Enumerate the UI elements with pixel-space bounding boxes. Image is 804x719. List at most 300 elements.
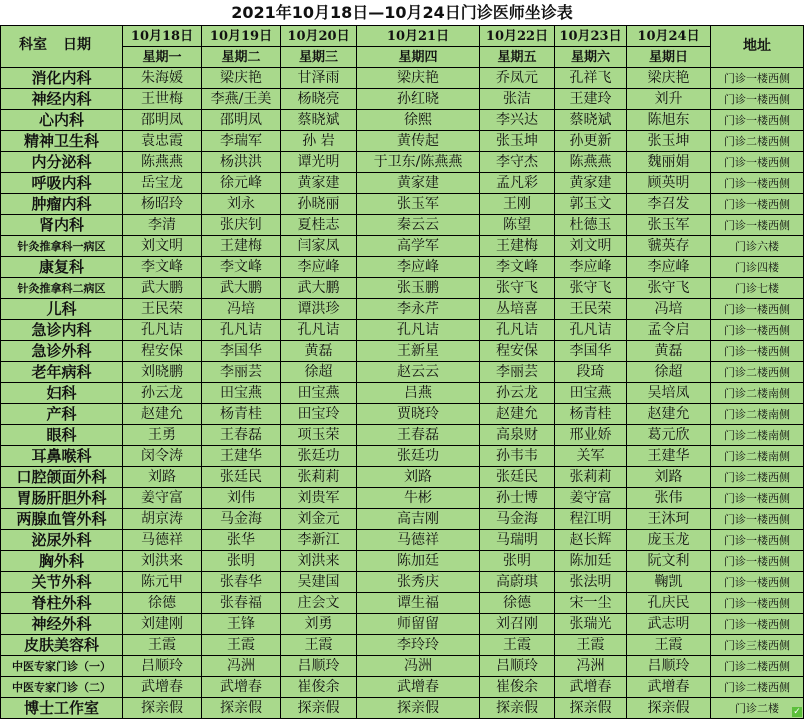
doctor-cell: 王霞 (123, 635, 202, 656)
doctor-cell: 王沐珂 (627, 509, 711, 530)
doctor-cell: 徐超 (627, 362, 711, 383)
doctor-cell: 孔凡诘 (555, 320, 627, 341)
doctor-cell: 李文峰 (202, 257, 281, 278)
doctor-cell: 探亲假 (357, 698, 480, 719)
department-name: 口腔颌面外科 (1, 467, 123, 488)
doctor-cell: 王霞 (202, 635, 281, 656)
table-row (1, 236, 804, 257)
doctor-cell: 武增春 (357, 677, 480, 698)
header-date: 10月18日 (123, 26, 202, 47)
doctor-cell: 袁忠霞 (123, 131, 202, 152)
doctor-cell: 刘建刚 (123, 614, 202, 635)
doctor-cell: 陈燕燕 (123, 152, 202, 173)
doctor-cell: 刘洪来 (281, 551, 357, 572)
doctor-cell: 武增春 (202, 677, 281, 698)
address-cell: 门诊三楼西侧 (711, 635, 804, 656)
header-date-label: 日期 (63, 37, 91, 53)
doctor-cell: 刘召刚 (480, 614, 555, 635)
doctor-cell: 刘升 (627, 89, 711, 110)
department-name: 产科 (1, 404, 123, 425)
doctor-cell: 马金海 (202, 509, 281, 530)
doctor-cell: 张法明 (555, 572, 627, 593)
doctor-cell: 李守杰 (480, 152, 555, 173)
table-row (1, 173, 804, 194)
doctor-cell: 赵建允 (123, 404, 202, 425)
doctor-cell: 王民荣 (555, 299, 627, 320)
doctor-cell: 葛元欣 (627, 425, 711, 446)
doctor-cell: 姜守富 (555, 488, 627, 509)
doctor-cell: 王建华 (202, 446, 281, 467)
doctor-cell: 吕顺玲 (281, 656, 357, 677)
address-cell: 门诊一楼西侧 (711, 299, 804, 320)
table-row (1, 404, 804, 425)
table-row (1, 530, 804, 551)
doctor-cell: 张守飞 (627, 278, 711, 299)
doctor-cell: 黄磊 (627, 341, 711, 362)
header-date: 10月24日 (627, 26, 711, 47)
header-date: 10月22日 (480, 26, 555, 47)
table-row (1, 656, 804, 677)
header-weekday: 星期四 (357, 47, 480, 68)
doctor-cell: 孙云龙 (480, 383, 555, 404)
table-row (1, 89, 804, 110)
doctor-cell: 牛彬 (357, 488, 480, 509)
doctor-cell: 吴培凤 (627, 383, 711, 404)
header-date: 10月19日 (202, 26, 281, 47)
doctor-cell: 李文峰 (123, 257, 202, 278)
address-cell: 门诊四楼 (711, 257, 804, 278)
doctor-cell: 崔俊余 (281, 677, 357, 698)
address-cell: 门诊一楼西侧 (711, 614, 804, 635)
doctor-cell: 魏丽娟 (627, 152, 711, 173)
doctor-cell: 姜守富 (123, 488, 202, 509)
doctor-cell: 程江明 (555, 509, 627, 530)
doctor-cell: 徐德 (480, 593, 555, 614)
doctor-cell: 黄磊 (281, 341, 357, 362)
doctor-cell: 孔庆民 (627, 593, 711, 614)
doctor-cell: 李燕/王美 (202, 89, 281, 110)
address-cell: 门诊一楼西侧 (711, 509, 804, 530)
doctor-cell: 刘勇 (281, 614, 357, 635)
doctor-cell: 王霞 (281, 635, 357, 656)
doctor-cell: 王世梅 (123, 89, 202, 110)
doctor-cell: 于卫东/陈燕燕 (357, 152, 480, 173)
address-cell: 门诊一楼西侧 (711, 320, 804, 341)
doctor-cell: 杨洪洪 (202, 152, 281, 173)
department-name: 老年病科 (1, 362, 123, 383)
doctor-cell: 张廷功 (357, 446, 480, 467)
doctor-cell: 蔡晓斌 (281, 110, 357, 131)
table-row (1, 278, 804, 299)
doctor-cell: 段琦 (555, 362, 627, 383)
doctor-cell: 孔祥飞 (555, 68, 627, 89)
table-row (1, 446, 804, 467)
address-cell: 门诊二楼西侧 (711, 677, 804, 698)
doctor-cell: 孔凡诘 (480, 320, 555, 341)
table-row (1, 572, 804, 593)
doctor-cell: 张莉莉 (281, 467, 357, 488)
doctor-cell: 庞玉龙 (627, 530, 711, 551)
doctor-cell: 程安保 (123, 341, 202, 362)
doctor-cell: 蔡晓斌 (555, 110, 627, 131)
doctor-cell: 武增春 (627, 677, 711, 698)
doctor-cell: 闫家凤 (281, 236, 357, 257)
doctor-cell: 冯培 (627, 299, 711, 320)
doctor-cell: 宋一尘 (555, 593, 627, 614)
doctor-cell: 王建华 (627, 446, 711, 467)
header-weekday: 星期日 (627, 47, 711, 68)
doctor-cell: 王新星 (357, 341, 480, 362)
doctor-cell: 田宝燕 (202, 383, 281, 404)
doctor-cell: 王锋 (202, 614, 281, 635)
doctor-cell: 黄家建 (357, 173, 480, 194)
address-cell: 门诊一楼西侧 (711, 215, 804, 236)
address-cell: 门诊一楼西侧 (711, 341, 804, 362)
doctor-cell: 张春福 (202, 593, 281, 614)
doctor-cell: 张廷民 (480, 467, 555, 488)
table-row (1, 488, 804, 509)
address-cell: 门诊二楼西侧 (711, 131, 804, 152)
doctor-cell: 马德祥 (123, 530, 202, 551)
department-name: 神经外科 (1, 614, 123, 635)
doctor-cell: 吕燕 (357, 383, 480, 404)
doctor-cell: 冯洲 (202, 656, 281, 677)
department-name: 妇科 (1, 383, 123, 404)
doctor-cell: 孙士博 (480, 488, 555, 509)
doctor-cell: 张守飞 (480, 278, 555, 299)
department-name: 内分泌科 (1, 152, 123, 173)
department-name: 中医专家门诊（一） (1, 656, 123, 677)
doctor-cell: 王刚 (480, 194, 555, 215)
doctor-cell: 武增春 (123, 677, 202, 698)
table-row (1, 551, 804, 572)
doctor-cell: 王建梅 (202, 236, 281, 257)
department-name: 急诊外科 (1, 341, 123, 362)
doctor-cell: 李兴达 (480, 110, 555, 131)
table-row (1, 383, 804, 404)
doctor-cell: 武志明 (627, 614, 711, 635)
doctor-cell: 田宝燕 (555, 383, 627, 404)
department-name: 眼科 (1, 425, 123, 446)
doctor-cell: 张瑞光 (555, 614, 627, 635)
address-cell: 门诊一楼西侧 (711, 173, 804, 194)
doctor-cell: 徐元峰 (202, 173, 281, 194)
address-cell: 门诊一楼西侧 (711, 572, 804, 593)
department-name: 儿科 (1, 299, 123, 320)
schedule-body (1, 68, 804, 719)
doctor-cell: 关军 (555, 446, 627, 467)
doctor-cell: 王霞 (627, 635, 711, 656)
doctor-cell: 张玉军 (357, 194, 480, 215)
table-row (1, 509, 804, 530)
doctor-cell: 马金海 (480, 509, 555, 530)
doctor-cell: 李玲玲 (357, 635, 480, 656)
doctor-cell: 孔凡诘 (357, 320, 480, 341)
doctor-cell: 崔俊余 (480, 677, 555, 698)
doctor-cell: 陈旭东 (627, 110, 711, 131)
department-name: 急诊内科 (1, 320, 123, 341)
doctor-cell: 李国华 (202, 341, 281, 362)
header-dept-label: 科室 (19, 37, 47, 53)
doctor-cell: 徐德 (123, 593, 202, 614)
address-cell: 门诊六楼 (711, 236, 804, 257)
header-date: 10月20日 (281, 26, 357, 47)
address-cell: 门诊二楼西侧 (711, 656, 804, 677)
address-cell: 门诊二楼 (711, 698, 804, 719)
doctor-cell: 武增春 (555, 677, 627, 698)
doctor-cell: 虢英存 (627, 236, 711, 257)
doctor-cell: 高蔚琪 (480, 572, 555, 593)
doctor-cell: 探亲假 (480, 698, 555, 719)
address-cell: 门诊一楼西侧 (711, 89, 804, 110)
doctor-cell: 张明 (202, 551, 281, 572)
header-weekday: 星期六 (555, 47, 627, 68)
doctor-cell: 张庆钊 (202, 215, 281, 236)
doctor-cell: 刘路 (123, 467, 202, 488)
doctor-cell: 丛培喜 (480, 299, 555, 320)
header-weekday: 星期一 (123, 47, 202, 68)
address-cell: 门诊一楼西侧 (711, 593, 804, 614)
doctor-cell: 陈望 (480, 215, 555, 236)
doctor-cell: 王勇 (123, 425, 202, 446)
table-row (1, 677, 804, 698)
doctor-cell: 师留留 (357, 614, 480, 635)
doctor-cell: 张华 (202, 530, 281, 551)
table-row (1, 362, 804, 383)
table-row (1, 257, 804, 278)
doctor-cell: 孙云龙 (123, 383, 202, 404)
doctor-cell: 李瑞军 (202, 131, 281, 152)
department-name: 皮肤美容科 (1, 635, 123, 656)
doctor-cell: 李丽芸 (202, 362, 281, 383)
doctor-cell: 闵令涛 (123, 446, 202, 467)
address-cell: 门诊二楼西侧 (711, 362, 804, 383)
department-name: 耳鼻喉科 (1, 446, 123, 467)
doctor-cell: 武大鹏 (281, 278, 357, 299)
doctor-cell: 李应峰 (627, 257, 711, 278)
table-row (1, 131, 804, 152)
doctor-cell: 赵建允 (627, 404, 711, 425)
doctor-cell: 庄会文 (281, 593, 357, 614)
doctor-cell: 杨青桂 (202, 404, 281, 425)
table-row (1, 152, 804, 173)
doctor-cell: 张廷功 (281, 446, 357, 467)
table-row (1, 467, 804, 488)
department-name: 消化内科 (1, 68, 123, 89)
department-name: 肿瘤内科 (1, 194, 123, 215)
doctor-cell: 孙更新 (555, 131, 627, 152)
address-cell: 门诊一楼西侧 (711, 194, 804, 215)
doctor-cell: 张守飞 (555, 278, 627, 299)
doctor-cell: 邵明凤 (202, 110, 281, 131)
doctor-cell: 孙晓丽 (281, 194, 357, 215)
doctor-cell: 李国华 (555, 341, 627, 362)
doctor-cell: 黄家建 (281, 173, 357, 194)
doctor-cell: 李应峰 (555, 257, 627, 278)
doctor-cell: 孙 岩 (281, 131, 357, 152)
doctor-cell: 李新江 (281, 530, 357, 551)
header-weekday: 星期三 (281, 47, 357, 68)
department-name: 针灸推拿科一病区 (1, 236, 123, 257)
doctor-cell: 高泉财 (480, 425, 555, 446)
doctor-cell: 吕顺玲 (480, 656, 555, 677)
doctor-cell: 张春华 (202, 572, 281, 593)
doctor-cell: 李永芹 (357, 299, 480, 320)
doctor-cell: 刘路 (357, 467, 480, 488)
doctor-cell: 王春磊 (202, 425, 281, 446)
doctor-cell: 程安保 (480, 341, 555, 362)
doctor-cell: 阮文利 (627, 551, 711, 572)
department-name: 神经内科 (1, 89, 123, 110)
doctor-cell: 张明 (480, 551, 555, 572)
doctor-cell: 杨昭玲 (123, 194, 202, 215)
address-cell: 门诊一楼西侧 (711, 530, 804, 551)
doctor-cell: 岳宝龙 (123, 173, 202, 194)
doctor-cell: 徐熙 (357, 110, 480, 131)
table-row (1, 110, 804, 131)
doctor-cell: 孔凡诘 (123, 320, 202, 341)
doctor-cell: 李召发 (627, 194, 711, 215)
doctor-cell: 谭光明 (281, 152, 357, 173)
doctor-cell: 梁庆艳 (627, 68, 711, 89)
address-cell: 门诊一楼西侧 (711, 551, 804, 572)
doctor-cell: 贾晓玲 (357, 404, 480, 425)
doctor-cell: 王霞 (480, 635, 555, 656)
doctor-cell: 吕顺玲 (627, 656, 711, 677)
table-row (1, 68, 804, 89)
doctor-cell: 刘伟 (202, 488, 281, 509)
doctor-cell: 田宝燕 (281, 383, 357, 404)
doctor-cell: 马德祥 (357, 530, 480, 551)
doctor-cell: 李应峰 (281, 257, 357, 278)
doctor-cell: 邢业娇 (555, 425, 627, 446)
table-row (1, 299, 804, 320)
doctor-cell: 武大鹏 (202, 278, 281, 299)
doctor-cell: 胡京涛 (123, 509, 202, 530)
corner-marker-icon: ✓ (793, 707, 801, 717)
doctor-cell: 李文峰 (480, 257, 555, 278)
doctor-cell: 乔凤元 (480, 68, 555, 89)
doctor-cell: 刘洪来 (123, 551, 202, 572)
doctor-cell: 孟令启 (627, 320, 711, 341)
department-name: 博士工作室 (1, 698, 123, 719)
doctor-cell: 张玉坤 (627, 131, 711, 152)
doctor-cell: 王春磊 (357, 425, 480, 446)
doctor-cell: 顾英明 (627, 173, 711, 194)
doctor-cell: 李丽芸 (480, 362, 555, 383)
doctor-cell: 谭洪珍 (281, 299, 357, 320)
doctor-cell: 吕顺玲 (123, 656, 202, 677)
table-row (1, 194, 804, 215)
table-row (1, 593, 804, 614)
doctor-cell: 赵建允 (480, 404, 555, 425)
header-address: 地址 (711, 26, 804, 68)
doctor-cell: 甘泽雨 (281, 68, 357, 89)
doctor-cell: 徐超 (281, 362, 357, 383)
doctor-cell: 刘文明 (555, 236, 627, 257)
doctor-cell: 武大鹏 (123, 278, 202, 299)
doctor-cell: 刘贵军 (281, 488, 357, 509)
address-cell: 门诊一楼西侧 (711, 110, 804, 131)
department-name: 呼吸内科 (1, 173, 123, 194)
header-weekday: 星期五 (480, 47, 555, 68)
doctor-cell: 黄家建 (555, 173, 627, 194)
department-name: 心内科 (1, 110, 123, 131)
department-name: 关节外科 (1, 572, 123, 593)
doctor-cell: 探亲假 (281, 698, 357, 719)
department-name: 康复科 (1, 257, 123, 278)
table-row (1, 341, 804, 362)
doctor-cell: 张玉坤 (480, 131, 555, 152)
page-title: 2021年10月18日—10月24日门诊医师坐诊表 (231, 3, 573, 22)
address-cell: 门诊二楼南侧 (711, 404, 804, 425)
doctor-cell: 杨晓亮 (281, 89, 357, 110)
doctor-cell: 冯洲 (357, 656, 480, 677)
department-name: 脊柱外科 (1, 593, 123, 614)
address-cell: 门诊二楼西侧 (711, 467, 804, 488)
doctor-cell: 孙韦韦 (480, 446, 555, 467)
doctor-cell: 梁庆艳 (357, 68, 480, 89)
doctor-cell: 刘路 (627, 467, 711, 488)
doctor-cell: 孔凡诘 (202, 320, 281, 341)
doctor-cell: 陈加廷 (555, 551, 627, 572)
table-row (1, 614, 804, 635)
doctor-cell: 秦云云 (357, 215, 480, 236)
doctor-cell: 探亲假 (202, 698, 281, 719)
doctor-cell: 陈加廷 (357, 551, 480, 572)
doctor-cell: 杨青桂 (555, 404, 627, 425)
address-cell: 门诊七楼 (711, 278, 804, 299)
table-row (1, 320, 804, 341)
department-name: 胸外科 (1, 551, 123, 572)
address-cell: 门诊一楼西侧 (711, 152, 804, 173)
department-name: 针灸推拿科二病区 (1, 278, 123, 299)
header-corner (1, 26, 123, 68)
doctor-cell: 马瑞明 (480, 530, 555, 551)
department-name: 胃肠肝胆外科 (1, 488, 123, 509)
address-cell: 门诊二楼南侧 (711, 383, 804, 404)
doctor-cell: 田宝玲 (281, 404, 357, 425)
schedule-table (0, 25, 804, 719)
table-row (1, 635, 804, 656)
doctor-cell: 赵长辉 (555, 530, 627, 551)
doctor-cell: 陈燕燕 (555, 152, 627, 173)
doctor-cell: 王民荣 (123, 299, 202, 320)
header-date: 10月21日 (357, 26, 480, 47)
doctor-cell: 张廷民 (202, 467, 281, 488)
doctor-cell: 高学军 (357, 236, 480, 257)
doctor-cell: 孔凡诘 (281, 320, 357, 341)
doctor-cell: 刘永 (202, 194, 281, 215)
table-row (1, 215, 804, 236)
doctor-cell: 黄传起 (357, 131, 480, 152)
department-name: 肾内科 (1, 215, 123, 236)
doctor-cell: 李应峰 (357, 257, 480, 278)
doctor-cell: 夏桂志 (281, 215, 357, 236)
doctor-cell: 吴建国 (281, 572, 357, 593)
doctor-cell: 高吉刚 (357, 509, 480, 530)
department-name: 中医专家门诊（二） (1, 677, 123, 698)
doctor-cell: 王霞 (555, 635, 627, 656)
doctor-cell: 孟凡彩 (480, 173, 555, 194)
doctor-cell: 刘文明 (123, 236, 202, 257)
department-name: 泌尿外科 (1, 530, 123, 551)
doctor-cell: 张秀庆 (357, 572, 480, 593)
address-cell: 门诊二楼南侧 (711, 446, 804, 467)
doctor-cell: 赵云云 (357, 362, 480, 383)
doctor-cell: 张玉鹏 (357, 278, 480, 299)
address-cell: 门诊一楼西侧 (711, 488, 804, 509)
